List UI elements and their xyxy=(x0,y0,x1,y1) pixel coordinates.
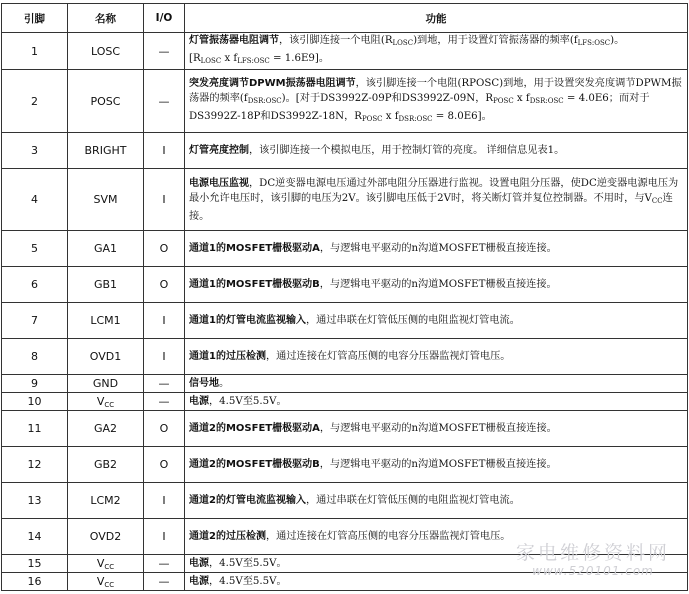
pin-function: 通道1的MOSFET栅极驱动B，与逻辑电平驱动的n沟道MOSFET栅极直接连接。 xyxy=(185,267,688,303)
pin-name: BRIGHT xyxy=(68,133,144,169)
table-row xyxy=(2,303,688,339)
pin-io: I xyxy=(144,303,185,339)
table-row xyxy=(2,70,688,133)
pin-name: GB2 xyxy=(68,447,144,483)
watermark-url: www.520101.com xyxy=(532,564,654,578)
table-row xyxy=(2,267,688,303)
table-row xyxy=(2,339,688,375)
table-row xyxy=(2,411,688,447)
pin-function: 灯管亮度控制，该引脚连接一个模拟电压，用于控制灯管的亮度。 详细信息见表1。 xyxy=(185,133,688,169)
pin-function: 电源，4.5V至5.5V。 xyxy=(185,393,688,411)
pin-description-table xyxy=(1,3,688,591)
pin-name: $V_{CC}$ xyxy=(68,393,144,411)
pin-number: 12 xyxy=(2,447,68,483)
pin-function: 电源电压监视，DC逆变器电源电压通过外部电阻分压器进行监视。设置电阻分压器，使DC逆变器电源电压为最小允许电压时，该引脚的电压为2V。该引脚电压低于2V时，将关断灯管并复位控制器。不用时，与$V_{CC}$连接。 xyxy=(185,169,688,231)
pin-function: 通道1的MOSFET栅极驱动A，与逻辑电平驱动的n沟道MOSFET栅极直接连接。 xyxy=(185,231,688,267)
pin-number: 15 xyxy=(2,555,68,573)
pin-function: 通道1的过压检测，通过连接在灯管高压侧的电容分压器监视灯管电压。 xyxy=(185,339,688,375)
pin-name: GB1 xyxy=(68,267,144,303)
pin-io: O xyxy=(144,411,185,447)
pin-io: I xyxy=(144,169,185,231)
pin-function: 灯管振荡器电阻调节，该引脚连接一个电阻$(R_{LOSC})$到地，用于设置灯管振荡器的频率$(f_{LFS:OSC})$。 [$R_{LOSC}$ x $f_{LFS:OSC} = 1.6E9$]。 xyxy=(185,33,688,70)
pin-number: 8 xyxy=(2,339,68,375)
header-name: 名称 xyxy=(68,4,144,33)
pin-function: 电源，4.5V至5.5V。 xyxy=(185,555,688,573)
table-row xyxy=(2,133,688,169)
watermark-title: 家电维修资料网 xyxy=(515,542,670,564)
pin-function: 通道1的灯管电流监视输入，通过串联在灯管低压侧的电阻监视灯管电流。 xyxy=(185,303,688,339)
table-row xyxy=(2,33,688,70)
pin-io: — xyxy=(144,33,185,70)
table-row xyxy=(2,555,688,573)
table-row xyxy=(2,169,688,231)
pin-io: — xyxy=(144,555,185,573)
pin-function: 通道2的灯管电流监视输入，通过串联在灯管低压侧的电阻监视灯管电流。 xyxy=(185,483,688,519)
pin-number: 3 xyxy=(2,133,68,169)
pin-number: 13 xyxy=(2,483,68,519)
pin-function: 电源，4.5V至5.5V。 xyxy=(185,573,688,591)
pin-number: 9 xyxy=(2,375,68,393)
table-row xyxy=(2,375,688,393)
pin-io: I xyxy=(144,483,185,519)
table-header-row xyxy=(2,4,688,33)
pin-name: OVD1 xyxy=(68,339,144,375)
pin-number: 10 xyxy=(2,393,68,411)
pin-number: 1 xyxy=(2,33,68,70)
pin-name: OVD2 xyxy=(68,519,144,555)
pin-name: GA2 xyxy=(68,411,144,447)
header-function: 功能 xyxy=(185,4,688,33)
table-row xyxy=(2,519,688,555)
pin-io: O xyxy=(144,231,185,267)
pin-name: $V_{CC}$ xyxy=(68,555,144,573)
pin-function: 通道2的MOSFET栅极驱动B，与逻辑电平驱动的n沟道MOSFET栅极直接连接。 xyxy=(185,447,688,483)
pin-number: 7 xyxy=(2,303,68,339)
table-row xyxy=(2,393,688,411)
table-row xyxy=(2,483,688,519)
pin-number: 14 xyxy=(2,519,68,555)
pin-io: — xyxy=(144,393,185,411)
pin-io: I xyxy=(144,519,185,555)
pin-function: 通道2的过压检测，通过连接在灯管高压侧的电容分压器监视灯管电压。 xyxy=(185,519,688,555)
table-row xyxy=(2,447,688,483)
pin-name: LOSC xyxy=(68,33,144,70)
header-pin: 引脚 xyxy=(2,4,68,33)
pin-number: 4 xyxy=(2,169,68,231)
pin-name: SVM xyxy=(68,169,144,231)
pin-number: 6 xyxy=(2,267,68,303)
pin-io: O xyxy=(144,267,185,303)
pin-io: O xyxy=(144,447,185,483)
pin-io: I xyxy=(144,339,185,375)
table-row xyxy=(2,573,688,591)
pin-function: 突发亮度调节DPWM振荡器电阻调节，该引脚连接一个电阻(RPOSC)到地，用于设置突发亮度调节DPWM振荡器的频率$(f_{DSR:OSC})$。[对于DS3992Z-09P和DS3992Z-09N，$R_{POSC}$ x $f_{DSR:OSC} = 4.0E6$；而对于DS3992Z-18P和DS3992Z-18N，$R_{POSC}$ x $f_{DSR:OSC} = 8.0E6$]。 xyxy=(185,70,688,133)
pin-name: GND xyxy=(68,375,144,393)
pin-number: 11 xyxy=(2,411,68,447)
pin-name: LCM1 xyxy=(68,303,144,339)
pin-io: — xyxy=(144,70,185,133)
table-row xyxy=(2,231,688,267)
pin-io: — xyxy=(144,573,185,591)
pin-name: GA1 xyxy=(68,231,144,267)
pin-number: 5 xyxy=(2,231,68,267)
pin-io: — xyxy=(144,375,185,393)
pin-number: 16 xyxy=(2,573,68,591)
pin-function: 信号地。 xyxy=(185,375,688,393)
pin-function: 通道2的MOSFET栅极驱动A，与逻辑电平驱动的n沟道MOSFET栅极直接连接。 xyxy=(185,411,688,447)
pin-io: I xyxy=(144,133,185,169)
pin-name: LCM2 xyxy=(68,483,144,519)
pin-name: $V_{CC}$ xyxy=(68,573,144,591)
pin-name: POSC xyxy=(68,70,144,133)
header-io: I/O xyxy=(144,4,185,33)
pin-number: 2 xyxy=(2,70,68,133)
